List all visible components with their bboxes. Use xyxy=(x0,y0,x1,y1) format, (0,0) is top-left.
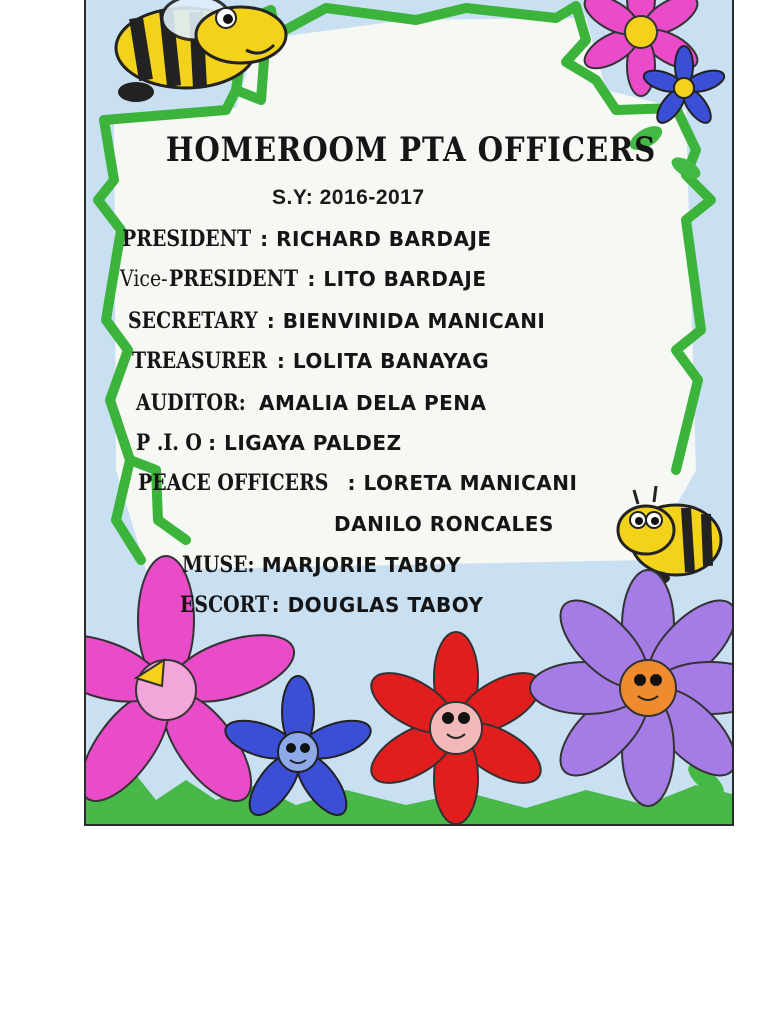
officer-role: MUSE: xyxy=(182,552,255,578)
officer-role: ESCORT xyxy=(180,592,270,618)
officer-role: PRESIDENT xyxy=(122,226,252,252)
officer-name: BIENVINIDA MANICANI xyxy=(282,309,546,333)
officer-row-vice-president xyxy=(120,266,487,292)
officer-separator: : xyxy=(200,431,225,455)
flower-icon xyxy=(530,570,734,806)
page-title: HOMEROOM PTA OFFICERS xyxy=(165,130,657,170)
officer-row-escort xyxy=(180,592,484,618)
officer-role: PRESIDENT xyxy=(169,266,299,292)
officer-row-auditor xyxy=(136,390,487,416)
officer-separator: : xyxy=(266,309,283,333)
officer-role: TREASURER xyxy=(132,348,267,374)
officer-separator: : xyxy=(260,227,277,251)
officer-name: DANILO RONCALES xyxy=(334,512,554,536)
officer-separator: : xyxy=(307,267,324,291)
officer-separator: : xyxy=(271,593,288,617)
officer-name: LITO BARDAJE xyxy=(323,267,487,291)
officer-role: AUDITOR: xyxy=(136,390,246,416)
officer-name: MARJORIE TABOY xyxy=(261,553,462,577)
flower-icon xyxy=(362,632,550,824)
officer-name: RICHARD BARDAJE xyxy=(276,227,492,251)
officer-row-president xyxy=(122,226,492,252)
officer-name: LIGAYA PALDEZ xyxy=(224,431,402,455)
officer-row-pio xyxy=(136,430,402,456)
officer-row-treasurer xyxy=(132,348,489,374)
officer-role: P .I. O xyxy=(136,430,202,456)
officer-role: SECRETARY xyxy=(128,308,258,334)
school-year: S.Y: 2016-2017 xyxy=(272,186,425,209)
officer-name: LOLITA BANAYAG xyxy=(292,349,490,373)
officer-row-peace-officers xyxy=(138,470,577,496)
officer-separator: : xyxy=(347,471,364,495)
officer-role: PEACE OFFICERS xyxy=(138,470,329,496)
officer-row-secretary xyxy=(128,308,545,334)
officer-name: DOUGLAS TABOY xyxy=(287,593,484,617)
pta-poster xyxy=(84,0,734,826)
officer-role-prefix: Vice- xyxy=(120,267,168,292)
officer-name: LORETA MANICANI xyxy=(363,471,578,495)
officer-name: AMALIA DELA PENA xyxy=(259,391,487,415)
officer-separator xyxy=(254,553,261,577)
officer-row-muse xyxy=(182,552,461,578)
officer-separator xyxy=(252,391,259,415)
officer-separator: : xyxy=(276,349,293,373)
officer-row-peace-officers-2 xyxy=(334,512,554,536)
